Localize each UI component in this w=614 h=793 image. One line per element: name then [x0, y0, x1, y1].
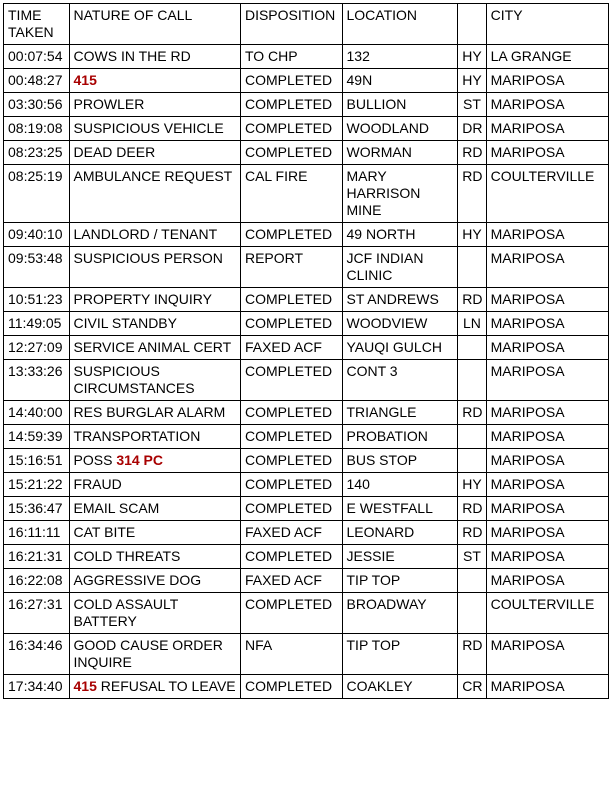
nature-text: EMAIL SCAM: [73, 500, 160, 516]
nature-text: SUSPICIOUS VEHICLE: [73, 120, 224, 136]
cell-nature: [69, 360, 240, 401]
cell-city: MARIPOSA: [486, 425, 608, 449]
cell-nature: [69, 336, 240, 360]
cell-city: MARIPOSA: [486, 69, 608, 93]
cell-location: YAUQI GULCH: [342, 336, 458, 360]
cell-time: 09:53:48: [4, 247, 70, 288]
cell-time: 14:40:00: [4, 401, 70, 425]
cell-suffix: RD: [458, 521, 486, 545]
cell-disposition: COMPLETED: [240, 401, 342, 425]
cell-suffix: LN: [458, 312, 486, 336]
cell-city: MARIPOSA: [486, 675, 608, 699]
cell-nature: [69, 312, 240, 336]
cell-location: 132: [342, 45, 458, 69]
table-row: [4, 545, 609, 569]
cell-nature: [69, 93, 240, 117]
cell-suffix: HY: [458, 473, 486, 497]
cell-city: MARIPOSA: [486, 247, 608, 288]
nature-code-highlight: 415: [73, 678, 97, 694]
table-row: [4, 288, 609, 312]
cell-disposition: FAXED ACF: [240, 336, 342, 360]
header-time: TIME TAKEN: [4, 4, 70, 45]
cell-suffix: HY: [458, 223, 486, 247]
cell-disposition: NFA: [240, 634, 342, 675]
nature-text: COLD ASSAULT BATTERY: [73, 596, 179, 629]
cell-location: JCF INDIAN CLINIC: [342, 247, 458, 288]
cell-disposition: COMPLETED: [240, 449, 342, 473]
cell-nature: [69, 45, 240, 69]
cell-location: 49 NORTH: [342, 223, 458, 247]
cell-suffix: CR: [458, 675, 486, 699]
cell-time: 16:11:11: [4, 521, 70, 545]
cell-suffix: ST: [458, 93, 486, 117]
cell-time: 00:48:27: [4, 69, 70, 93]
cell-location: 49N: [342, 69, 458, 93]
cell-time: 09:40:10: [4, 223, 70, 247]
cell-suffix: RD: [458, 497, 486, 521]
cell-suffix: [458, 569, 486, 593]
table-row: [4, 69, 609, 93]
cell-nature: [69, 675, 240, 699]
cell-nature: [69, 288, 240, 312]
cell-location: WOODVIEW: [342, 312, 458, 336]
cell-suffix: DR: [458, 117, 486, 141]
cell-city: MARIPOSA: [486, 223, 608, 247]
cell-time: 16:27:31: [4, 593, 70, 634]
table-row: [4, 593, 609, 634]
table-row: [4, 497, 609, 521]
cell-location: PROBATION: [342, 425, 458, 449]
nature-text: CAT BITE: [73, 524, 136, 540]
cell-nature: [69, 141, 240, 165]
cell-city: MARIPOSA: [486, 545, 608, 569]
cell-disposition: COMPLETED: [240, 593, 342, 634]
cell-city: MARIPOSA: [486, 521, 608, 545]
cell-nature: [69, 634, 240, 675]
cell-time: 13:33:26: [4, 360, 70, 401]
cell-disposition: COMPLETED: [240, 223, 342, 247]
cell-city: MARIPOSA: [486, 360, 608, 401]
cell-location: TRIANGLE: [342, 401, 458, 425]
cell-time: 17:34:40: [4, 675, 70, 699]
header-row: [4, 4, 609, 45]
cell-city: MARIPOSA: [486, 288, 608, 312]
cell-suffix: HY: [458, 45, 486, 69]
nature-text: SUSPICIOUS CIRCUMSTANCES: [73, 363, 195, 396]
cell-location: BULLION: [342, 93, 458, 117]
cell-nature: [69, 545, 240, 569]
header-suffix: [458, 4, 486, 45]
cell-suffix: RD: [458, 288, 486, 312]
cell-time: 08:19:08: [4, 117, 70, 141]
cell-nature: [69, 117, 240, 141]
table-row: [4, 93, 609, 117]
nature-text: COLD THREATS: [73, 548, 181, 564]
cell-disposition: COMPLETED: [240, 69, 342, 93]
table-row: [4, 521, 609, 545]
cell-disposition: COMPLETED: [240, 141, 342, 165]
cell-location: TIP TOP: [342, 569, 458, 593]
cell-city: COULTERVILLE: [486, 593, 608, 634]
cell-disposition: COMPLETED: [240, 117, 342, 141]
nature-code-highlight: 415: [73, 72, 97, 88]
cell-city: MARIPOSA: [486, 336, 608, 360]
cell-location: JESSIE: [342, 545, 458, 569]
cell-nature: [69, 593, 240, 634]
table-row: [4, 360, 609, 401]
nature-text: AMBULANCE REQUEST: [73, 168, 233, 184]
nature-text: GOOD CAUSE ORDER INQUIRE: [73, 637, 223, 670]
table-row: [4, 45, 609, 69]
cell-nature: [69, 569, 240, 593]
cell-disposition: COMPLETED: [240, 545, 342, 569]
cell-disposition: COMPLETED: [240, 288, 342, 312]
cell-time: 14:59:39: [4, 425, 70, 449]
cell-nature: [69, 521, 240, 545]
cell-disposition: CAL FIRE: [240, 165, 342, 223]
table-row: [4, 473, 609, 497]
cell-time: 08:25:19: [4, 165, 70, 223]
cell-disposition: FAXED ACF: [240, 521, 342, 545]
cell-disposition: COMPLETED: [240, 93, 342, 117]
cell-nature: [69, 449, 240, 473]
cell-nature: [69, 497, 240, 521]
cell-suffix: HY: [458, 69, 486, 93]
table-row: [4, 165, 609, 223]
call-log-table: [3, 3, 609, 699]
nature-text: AGGRESSIVE DOG: [73, 572, 202, 588]
table-row: [4, 247, 609, 288]
cell-city: MARIPOSA: [486, 634, 608, 675]
table-row: [4, 117, 609, 141]
table-row: [4, 336, 609, 360]
cell-disposition: COMPLETED: [240, 312, 342, 336]
cell-suffix: ST: [458, 545, 486, 569]
nature-text: SERVICE ANIMAL CERT: [73, 339, 232, 355]
cell-nature: [69, 223, 240, 247]
cell-location: TIP TOP: [342, 634, 458, 675]
cell-time: 12:27:09: [4, 336, 70, 360]
cell-time: 11:49:05: [4, 312, 70, 336]
cell-location: WOODLAND: [342, 117, 458, 141]
cell-suffix: [458, 425, 486, 449]
cell-time: 03:30:56: [4, 93, 70, 117]
nature-text: PROWLER: [73, 96, 145, 112]
cell-city: MARIPOSA: [486, 473, 608, 497]
nature-code-highlight: 314 PC: [116, 452, 164, 468]
cell-time: 15:21:22: [4, 473, 70, 497]
cell-location: BUS STOP: [342, 449, 458, 473]
cell-location: CONT 3: [342, 360, 458, 401]
nature-text: REFUSAL TO LEAVE: [96, 678, 236, 694]
cell-suffix: RD: [458, 165, 486, 223]
cell-nature: [69, 69, 240, 93]
cell-location: 140: [342, 473, 458, 497]
cell-suffix: [458, 336, 486, 360]
header-nature: NATURE OF CALL: [69, 4, 240, 45]
table-row: [4, 449, 609, 473]
cell-nature: [69, 247, 240, 288]
cell-nature: [69, 165, 240, 223]
cell-disposition: COMPLETED: [240, 360, 342, 401]
cell-disposition: COMPLETED: [240, 497, 342, 521]
cell-city: MARIPOSA: [486, 117, 608, 141]
table-row: [4, 425, 609, 449]
cell-location: WORMAN: [342, 141, 458, 165]
cell-time: 16:21:31: [4, 545, 70, 569]
cell-city: MARIPOSA: [486, 497, 608, 521]
cell-time: 00:07:54: [4, 45, 70, 69]
cell-city: MARIPOSA: [486, 449, 608, 473]
cell-suffix: [458, 593, 486, 634]
cell-city: MARIPOSA: [486, 569, 608, 593]
cell-disposition: COMPLETED: [240, 473, 342, 497]
cell-nature: [69, 425, 240, 449]
cell-city: COULTERVILLE: [486, 165, 608, 223]
cell-disposition: COMPLETED: [240, 675, 342, 699]
nature-text: RES BURGLAR ALARM: [73, 404, 226, 420]
nature-text: FRAUD: [73, 476, 122, 492]
table-row: [4, 141, 609, 165]
cell-suffix: [458, 247, 486, 288]
cell-city: MARIPOSA: [486, 141, 608, 165]
cell-suffix: RD: [458, 634, 486, 675]
header-location: LOCATION: [342, 4, 458, 45]
cell-location: BROADWAY: [342, 593, 458, 634]
nature-text: DEAD DEER: [73, 144, 156, 160]
cell-suffix: [458, 449, 486, 473]
cell-location: MARY HARRISON MINE: [342, 165, 458, 223]
cell-suffix: RD: [458, 401, 486, 425]
cell-disposition: FAXED ACF: [240, 569, 342, 593]
cell-location: COAKLEY: [342, 675, 458, 699]
cell-nature: [69, 473, 240, 497]
nature-text: LANDLORD / TENANT: [73, 226, 218, 242]
cell-city: MARIPOSA: [486, 312, 608, 336]
cell-suffix: RD: [458, 141, 486, 165]
header-city: CITY: [486, 4, 608, 45]
cell-disposition: COMPLETED: [240, 425, 342, 449]
cell-time: 10:51:23: [4, 288, 70, 312]
table-row: [4, 401, 609, 425]
table-row: [4, 569, 609, 593]
cell-time: 16:34:46: [4, 634, 70, 675]
cell-time: 08:23:25: [4, 141, 70, 165]
cell-suffix: [458, 360, 486, 401]
cell-time: 16:22:08: [4, 569, 70, 593]
nature-text: SUSPICIOUS PERSON: [73, 250, 223, 266]
nature-text: TRANSPORTATION: [73, 428, 201, 444]
cell-location: ST ANDREWS: [342, 288, 458, 312]
table-row: [4, 223, 609, 247]
cell-city: MARIPOSA: [486, 93, 608, 117]
header-disposition: DISPOSITION: [240, 4, 342, 45]
cell-location: E WESTFALL: [342, 497, 458, 521]
nature-text: COWS IN THE RD: [73, 48, 191, 64]
table-row: [4, 634, 609, 675]
cell-time: 15:36:47: [4, 497, 70, 521]
cell-disposition: REPORT: [240, 247, 342, 288]
cell-location: LEONARD: [342, 521, 458, 545]
cell-time: 15:16:51: [4, 449, 70, 473]
cell-nature: [69, 401, 240, 425]
table-row: [4, 675, 609, 699]
nature-text: PROPERTY INQUIRY: [73, 291, 212, 307]
cell-disposition: TO CHP: [240, 45, 342, 69]
cell-city: MARIPOSA: [486, 401, 608, 425]
nature-text: CIVIL STANDBY: [73, 315, 177, 331]
table-row: [4, 312, 609, 336]
nature-text: POSS: [73, 452, 117, 468]
cell-city: LA GRANGE: [486, 45, 608, 69]
